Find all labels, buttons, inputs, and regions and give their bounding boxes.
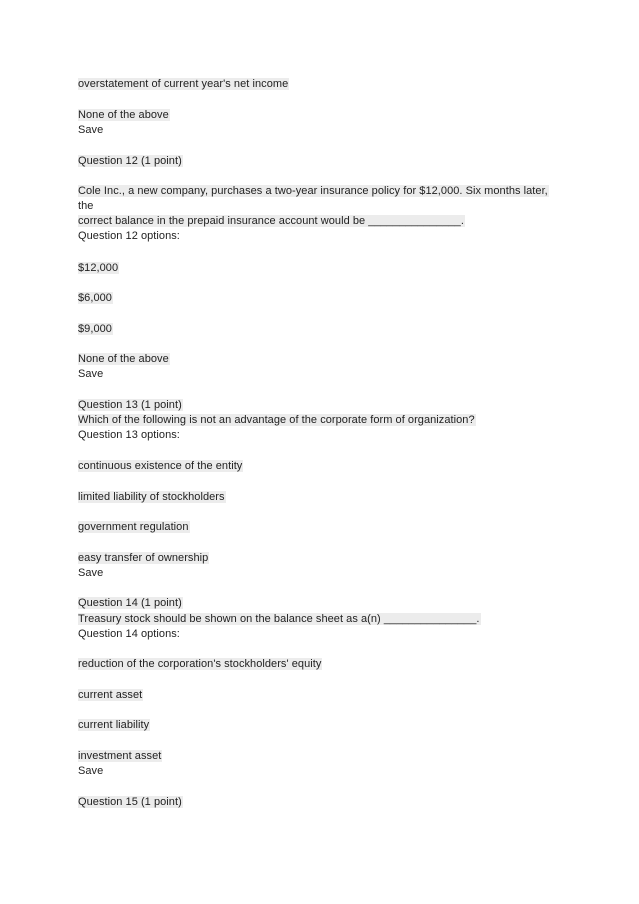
q12-option-4-text: None of the above	[78, 353, 169, 365]
q12-option-2[interactable]	[78, 291, 113, 305]
q12-text-line1	[78, 184, 549, 198]
q13-option-3-text: government regulation	[78, 521, 189, 533]
q12-option-3-text: $9,000	[78, 323, 112, 335]
q13-option-4-text: easy transfer of ownership	[78, 552, 209, 564]
q12-save-button[interactable]: Save	[78, 368, 104, 380]
q13-option-4[interactable]	[78, 551, 209, 565]
q14-option-4[interactable]	[78, 749, 162, 763]
q12-text-line3-text: correct balance in the prepaid insurance account would be _______________.	[78, 215, 464, 227]
q13-option-3[interactable]	[78, 520, 190, 534]
q14-option-4-text: investment asset	[78, 750, 162, 762]
q11-option-overstatement-text: overstatement of current year's net income	[78, 78, 289, 90]
q14-option-3[interactable]	[78, 718, 150, 732]
q11-option-none[interactable]	[78, 108, 170, 122]
q13-save-button[interactable]: Save	[78, 567, 104, 579]
q13-heading-text: Question 13 (1 point)	[78, 399, 182, 411]
q14-text	[78, 612, 481, 626]
q14-option-1-text: reduction of the corporation's stockholders' equity	[78, 658, 322, 670]
q14-save-button[interactable]: Save	[78, 765, 104, 777]
q15-heading	[78, 795, 183, 809]
q13-option-2[interactable]	[78, 490, 226, 504]
q12-option-4[interactable]	[78, 352, 170, 366]
q13-options-label: Question 13 options:	[78, 429, 180, 441]
q14-options-label: Question 14 options:	[78, 628, 180, 640]
q14-option-1[interactable]	[78, 657, 322, 671]
q12-options-label: Question 12 options:	[78, 230, 180, 242]
q12-text-line3	[78, 214, 465, 228]
q13-option-1-text: continuous existence of the entity	[78, 460, 243, 472]
q13-heading	[78, 398, 183, 412]
q11-option-none-text: None of the above	[78, 109, 169, 121]
q12-option-1-text: $12,000	[78, 262, 119, 274]
q14-option-2[interactable]	[78, 688, 143, 702]
q12-heading-text: Question 12 (1 point)	[78, 155, 182, 167]
q13-option-2-text: limited liability of stockholders	[78, 491, 225, 503]
q14-heading	[78, 596, 183, 610]
q14-text-text: Treasury stock should be shown on the balance sheet as a(n) _______________.	[78, 613, 480, 625]
q12-option-3[interactable]	[78, 322, 113, 336]
q15-heading-text: Question 15 (1 point)	[78, 796, 182, 808]
q12-option-2-text: $6,000	[78, 292, 112, 304]
q13-option-1[interactable]	[78, 459, 243, 473]
q14-option-2-text: current asset	[78, 689, 143, 701]
q11-option-overstatement[interactable]	[78, 77, 289, 91]
q14-option-3-text: current liability	[78, 719, 150, 731]
q12-text-line2: the	[78, 200, 94, 212]
q12-option-1[interactable]	[78, 261, 119, 275]
q14-heading-text: Question 14 (1 point)	[78, 597, 182, 609]
q12-text-line1-text: Cole Inc., a new company, purchases a two-year insurance policy for $12,000. Six months later,	[78, 185, 548, 197]
q13-text-text: Which of the following is not an advantage of the corporate form of organization?	[78, 414, 475, 426]
q13-text	[78, 413, 476, 427]
q11-save-button[interactable]: Save	[78, 124, 104, 136]
q12-heading	[78, 154, 183, 168]
